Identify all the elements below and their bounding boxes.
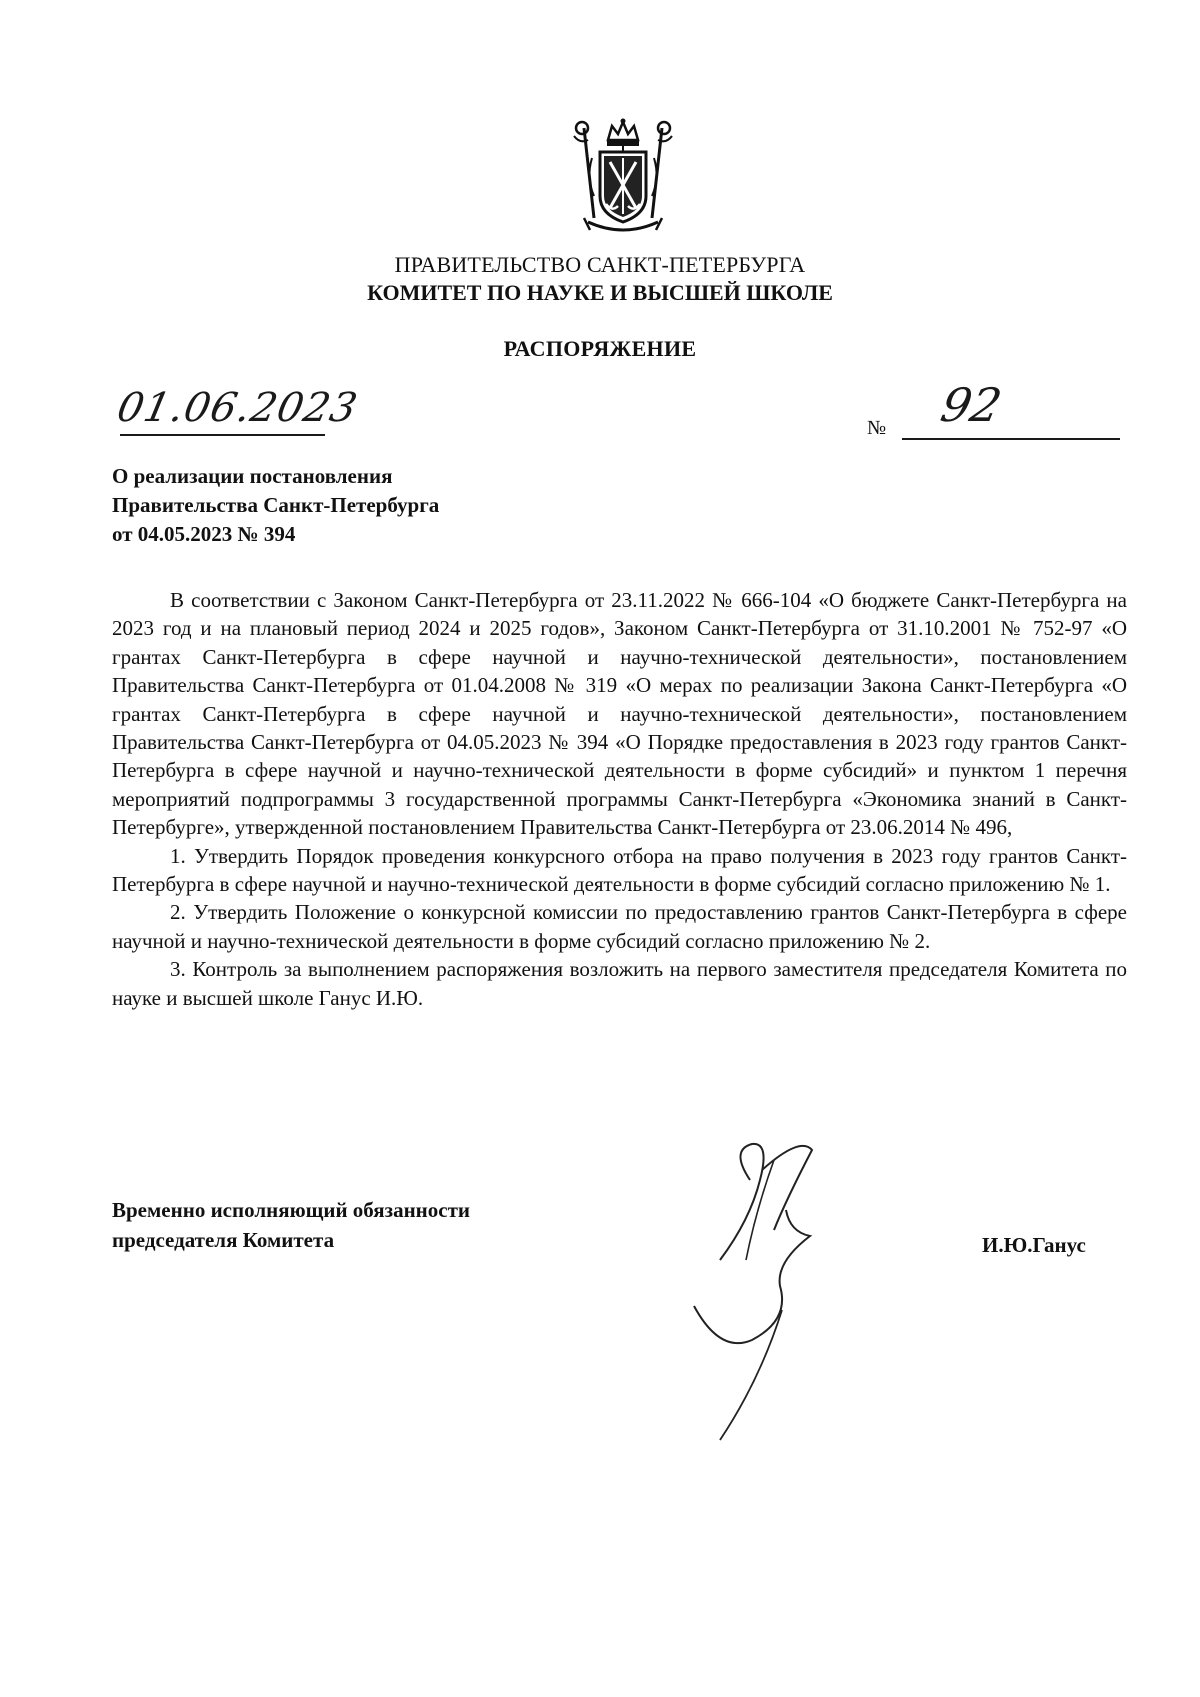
signatory-position — [112, 1195, 470, 1255]
document-body — [112, 586, 1127, 1012]
subject-line-1: О реализации постановления — [112, 464, 393, 488]
committee-title: КОМИТЕТ ПО НАУКЕ И ВЫСШЕЙ ШКОЛЕ — [367, 280, 833, 305]
coat-of-arms-emblem — [570, 118, 676, 236]
subject-line-3: от 04.05.2023 № 394 — [112, 522, 296, 546]
item-1-paragraph: 1. Утвердить Порядок проведения конкурсного отбора на право получения в 2023 году грантов Санкт-Петербурга в сфере научной и научно-технической деятельности в форме субсидий согласно приложению № 1. — [112, 843, 1127, 897]
subject-line-2: Правительства Санкт-Петербурга — [112, 493, 440, 517]
position-line-2: председателя Комитета — [112, 1228, 335, 1252]
number-sign: № — [867, 417, 887, 439]
government-title: ПРАВИТЕЛЬСТВО САНКТ-ПЕТЕРБУРГА — [394, 252, 806, 277]
preamble-paragraph: В соответствии с Законом Санкт-Петербурга от 23.11.2022 № 666-104 «О бюджете Санкт-Петербурга на 2023 год и на плановый период 2024 и 2025 годов», Законом Санкт-Петербурга от 31.10.2001 № 752-97 «О грантах Санкт-Петербурга в сфере научной и научно-технической деятельности», постановлением Правительства Санкт-Петербурга от 01.04.2008 № 319 «О мерах по реализации Закона Санкт-Петербурга «О грантах Санкт-Петербурга в сфере научной и научно-технической деятельности», постановлением Правительства Санкт-Петербурга от 04.05.2023 № 394 «О Порядке предоставления в 2023 году грантов Санкт-Петербурга в сфере научной и научно-технической деятельности в форме субсидий» и пунктом 1 перечня мероприятий подпрограммы 3 государственной программы Санкт-Петербурга «Экономика знаний в Санкт-Петербурге», утвержденной постановлением Правительства Санкт-Петербурга от 23.06.2014 № 496, — [112, 588, 1127, 840]
item-2-paragraph: 2. Утвердить Положение о конкурсной комиссии по предоставлению грантов Санкт-Петербурга в сфере научной и научно-технической деятельности в форме субсидий согласно приложению № 2. — [112, 900, 1127, 953]
document-type-title: РАСПОРЯЖЕНИЕ — [503, 336, 697, 361]
document-number: 92 — [936, 378, 1007, 432]
signatory-name: И.Ю.Ганус — [982, 1233, 1086, 1257]
item-3-paragraph: 3. Контроль за выполнением распоряжения возложить на первого заместителя председателя Комитета по науке и высшей школе Ганус И.Ю. — [112, 957, 1127, 1010]
document-date: 01.06.2023 — [113, 385, 362, 431]
document-subject — [112, 462, 439, 549]
handwritten-signature — [690, 1140, 870, 1460]
date-underline — [120, 434, 325, 436]
number-underline — [902, 438, 1120, 440]
position-line-1: Временно исполняющий обязанности — [112, 1198, 471, 1222]
